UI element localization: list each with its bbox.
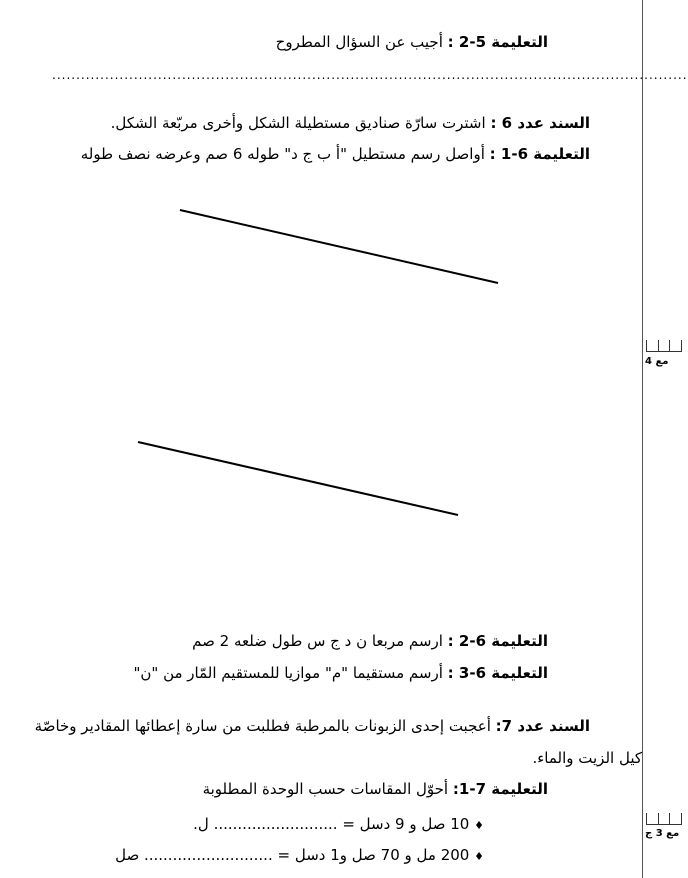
grading-margin: [642, 0, 686, 878]
grade-label-mo3j: مع 3 ج: [645, 828, 680, 839]
support-6-label: السند عدد 6 :: [490, 114, 590, 132]
instruction-6-2-text: ارسم مربعا ن د ج س طول ضلعه 2 صم: [192, 632, 443, 650]
conversion-1-expr: 10 صل و 9 دسل =: [342, 815, 470, 833]
instruction-6-1-text: أواصل رسم مستطيل "أ ب ج د" طوله 6 صم وعرضه نصف طوله: [80, 145, 485, 163]
conversion-1-unit: ل.: [193, 815, 209, 833]
conversion-2-expr: 200 مل و 70 صل و1 دسل =: [277, 846, 470, 864]
answer-line[interactable]: ....................................................................................................................................: [52, 68, 688, 82]
grade-box-mo3j[interactable]: [646, 813, 682, 825]
conversion-1: [193, 815, 484, 835]
support-7-label: السند عدد 7:: [495, 717, 590, 735]
support-6-text: اشترت سارّة صناديق مستطيلة الشكل وأخرى مربّعة الشكل.: [110, 114, 486, 132]
conversion-2-blank[interactable]: ...........................: [143, 846, 273, 864]
instruction-6-1-label: التعليمة 6-1 :: [489, 145, 590, 163]
instruction-6-3-text: أرسم مستقيما "م" موازيا للمستقيم المّار من "ن": [133, 664, 443, 682]
instruction-7-1: [203, 780, 548, 798]
parallel-line: [138, 442, 458, 515]
bullet-icon: ♦: [474, 819, 484, 832]
instruction-5-2-label: التعليمة 5-2 :: [447, 33, 548, 51]
instruction-6-3: [134, 664, 549, 682]
grade-label-mo4: مع 4: [645, 356, 669, 367]
instruction-7-1-text: أحوّل المقاسات حسب الوحدة المطلوبة: [202, 780, 449, 798]
instruction-6-2-label: التعليمة 6-2 :: [447, 632, 548, 650]
support-7-line1: أعجبت إحدى الزبونات بالمرطبة فطلبت من سارة إعطائها المقادير وخاصّة: [34, 717, 491, 735]
bullet-icon: ♦: [474, 850, 484, 863]
support-7-line2: كيل الزيت والماء.: [532, 749, 642, 767]
instruction-5-2-text: أجيب عن السؤال المطروح: [275, 33, 443, 51]
grade-box-mo4[interactable]: [646, 340, 682, 352]
instruction-7-1-label: التعليمة 7-1:: [452, 780, 548, 798]
support-7: [35, 717, 590, 735]
conversion-1-blank[interactable]: ..........................: [213, 815, 338, 833]
conversion-2-unit: صل: [115, 846, 140, 864]
instruction-6-3-label: التعليمة 6-3 :: [447, 664, 548, 682]
instruction-6-2: [192, 632, 548, 650]
rectangle-side-line: [180, 210, 498, 283]
conversion-2: [115, 846, 484, 866]
